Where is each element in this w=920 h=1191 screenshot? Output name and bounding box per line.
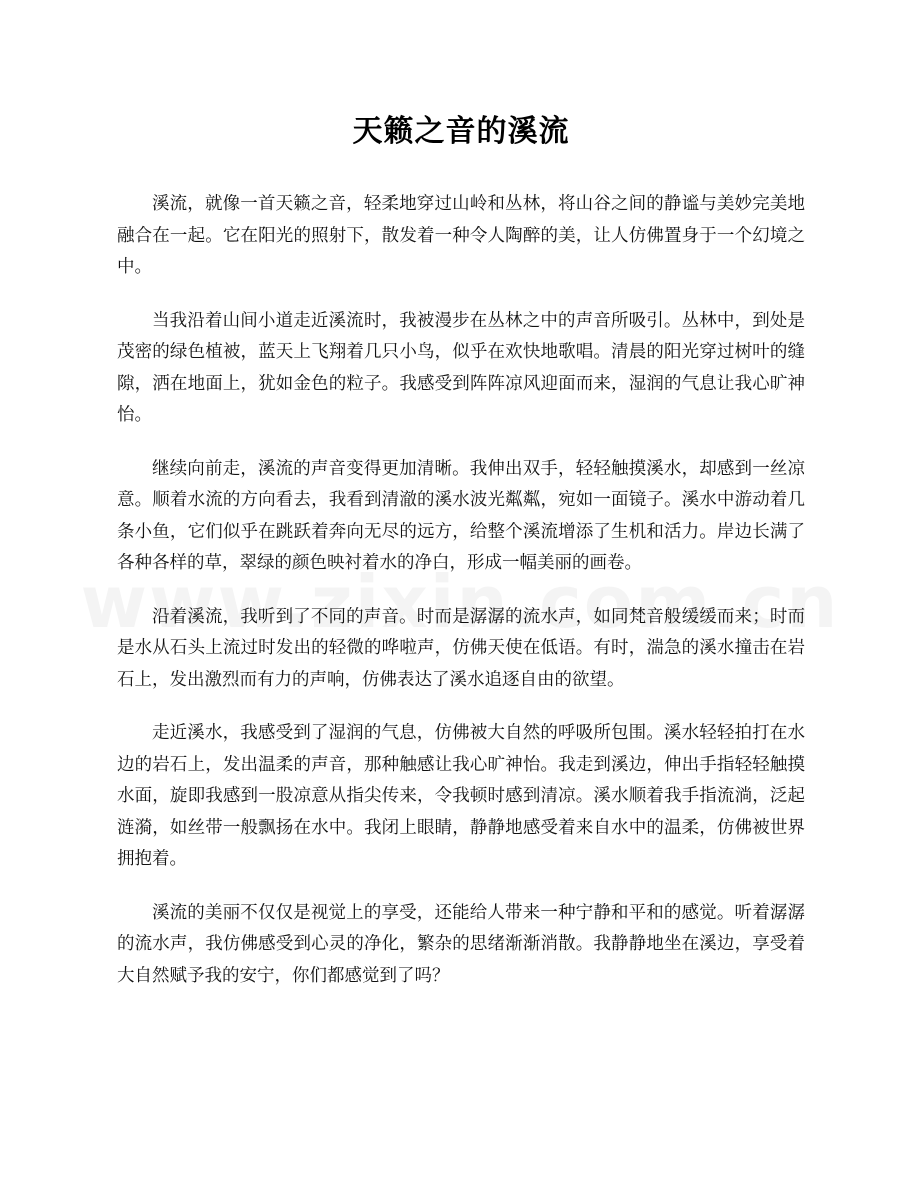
paragraph-3: 继续向前走，溪流的声音变得更加清晰。我伸出双手，轻轻触摸溪水，却感到一丝凉意。顺着水流的方向看去，我看到清澈的溪水波光粼粼，宛如一面镜子。溪水中游动着几条小鱼，它们似乎在跳跃着奔向无尽的远方，给整个溪流增添了生机和活力。岸边长满了各种各样的草，翠绿的颜色映衬着水的净白，形成一幅美丽的画卷。	[117, 458, 805, 573]
paragraph-1: 溪流，就像一首天籁之音，轻柔地穿过山岭和丛林，将山谷之间的静谧与美妙完美地融合在一起。它在阳光的照射下，散发着一种令人陶醉的美，让人仿佛置身于一个幻境之中。	[117, 194, 805, 277]
document-body	[117, 189, 805, 992]
document-title: 天籁之音的溪流	[352, 114, 570, 149]
paragraph-6: 溪流的美丽不仅仅是视觉上的享受，还能给人带来一种宁静和平和的感觉。听着潺潺的流水声，我仿佛感受到心灵的净化，繁杂的思绪渐渐消散。我静静地坐在溪边，享受着大自然赋予我的安宁，你们都感觉到了吗？	[117, 902, 805, 986]
paragraph-2: 当我沿着山间小道走近溪流时，我被漫步在丛林之中的声音所吸引。丛林中，到处是茂密的绿色植被，蓝天上飞翔着几只小鸟，似乎在欢快地歌唱。清晨的阳光穿过树叶的缝隙，洒在地面上，犹如金色的粒子。我感受到阵阵凉风迎面而来，湿润的气息让我心旷神怡。	[117, 310, 805, 425]
paragraph-5: 走近溪水，我感受到了湿润的气息，仿佛被大自然的呼吸所包围。溪水轻轻拍打在水边的岩石上，发出温柔的声音，那种触感让我心旷神怡。我走到溪边，伸出手指轻轻触摸水面，旋即我感到一股凉意从指尖传来，令我顿时感到清凉。溪水顺着我手指流淌，泛起涟漪，如丝带一般飘扬在水中。我闭上眼睛，静静地感受着来自水中的温柔，仿佛被世界拥抱着。	[117, 723, 805, 869]
paragraph-4: 沿着溪流，我听到了不同的声音。时而是潺潺的流水声，如同梵音般缓缓而来；时而是水从石头上流过时发出的轻微的哗啦声，仿佛天使在低语。有时，湍急的溪水撞击在岩石上，发出激烈而有力的声响，仿佛表达了溪水追逐自由的欲望。	[117, 606, 805, 690]
